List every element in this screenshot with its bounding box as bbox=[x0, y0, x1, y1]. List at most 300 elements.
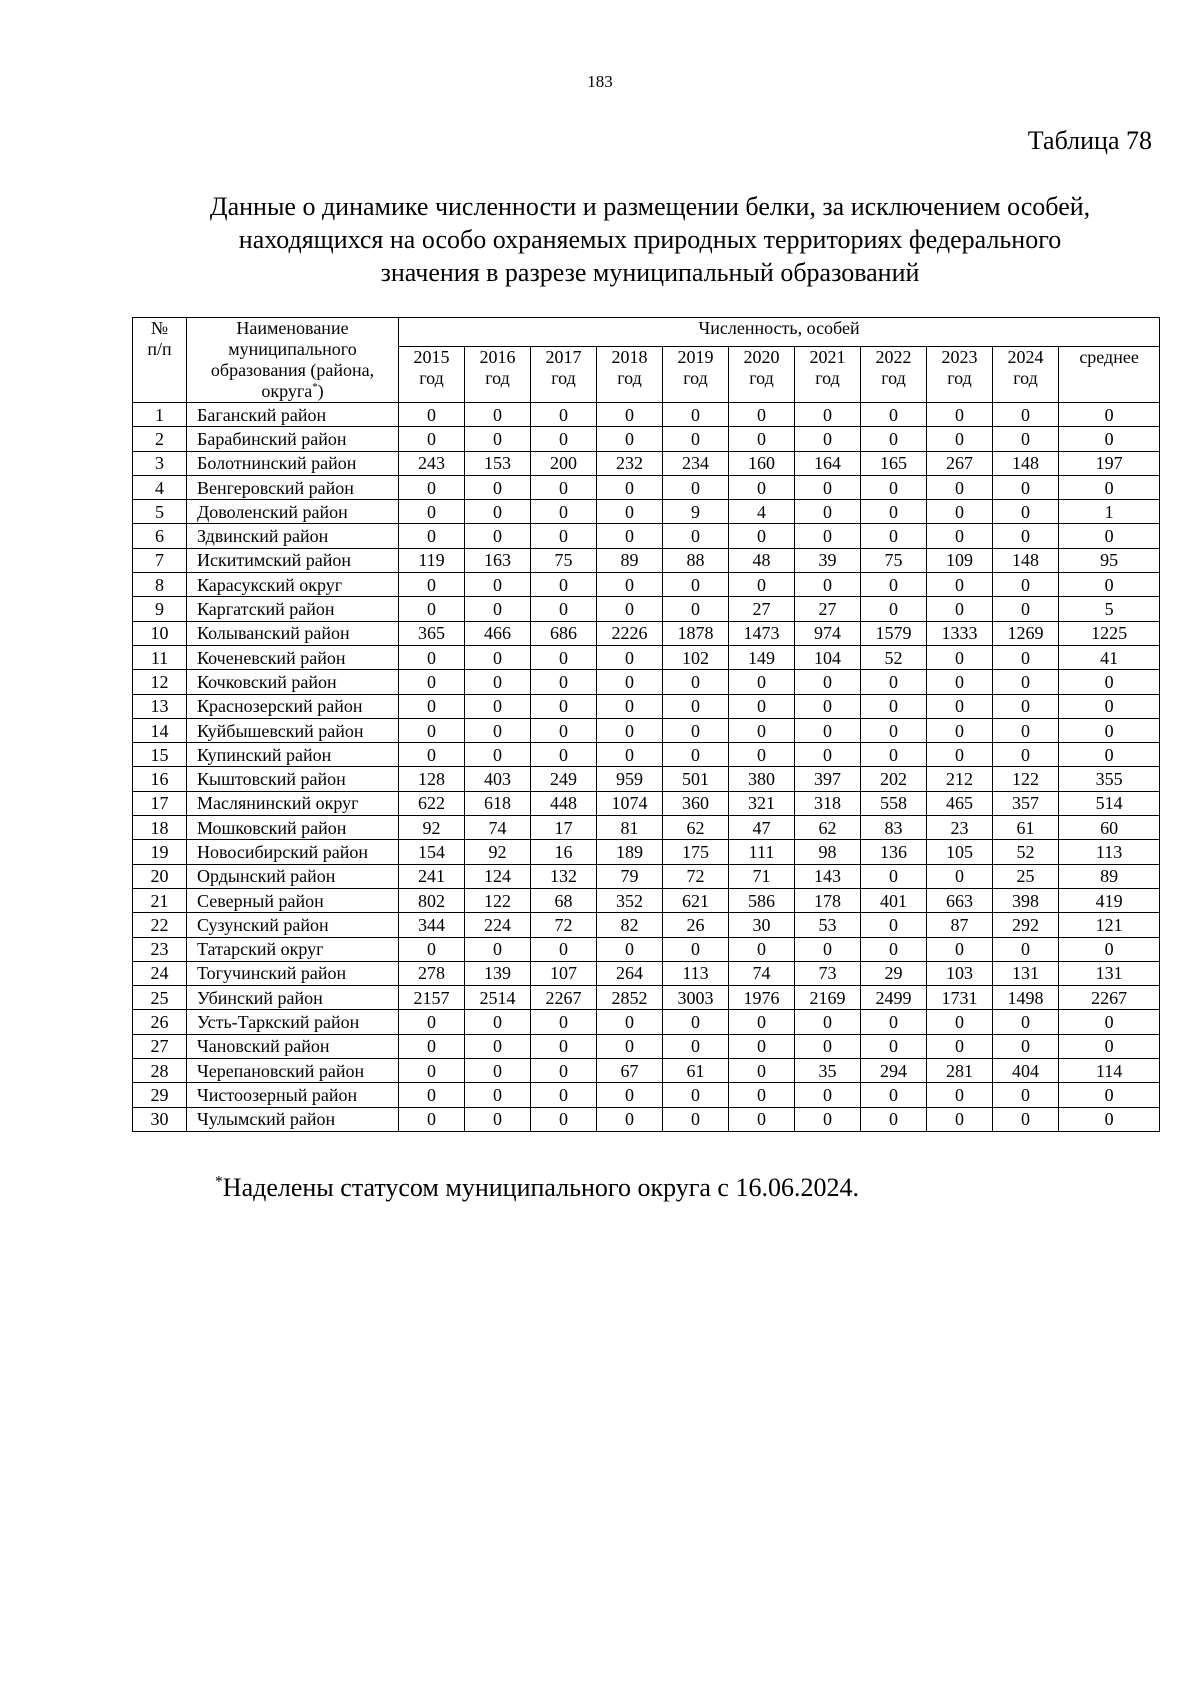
average-value: 197 bbox=[1059, 451, 1160, 475]
header-name: Наименование муниципального образования (района, округа*) bbox=[187, 318, 399, 403]
count-value: 111 bbox=[729, 840, 795, 864]
row-number: 27 bbox=[133, 1034, 187, 1058]
table-row bbox=[133, 986, 1160, 1010]
row-number: 16 bbox=[133, 767, 187, 791]
count-value: 148 bbox=[993, 548, 1059, 572]
count-value: 23 bbox=[927, 816, 993, 840]
count-value: 61 bbox=[663, 1059, 729, 1083]
count-value: 0 bbox=[795, 694, 861, 718]
count-value: 1333 bbox=[927, 621, 993, 645]
municipality-name: Краснозерский район bbox=[187, 694, 399, 718]
count-value: 72 bbox=[663, 864, 729, 888]
count-value: 82 bbox=[597, 913, 663, 937]
table-row bbox=[133, 427, 1160, 451]
count-value: 2267 bbox=[531, 986, 597, 1010]
document-title bbox=[100, 190, 1200, 289]
row-number: 21 bbox=[133, 888, 187, 912]
average-value: 41 bbox=[1059, 645, 1160, 669]
count-value: 0 bbox=[795, 937, 861, 961]
row-number: 8 bbox=[133, 573, 187, 597]
count-value: 67 bbox=[597, 1059, 663, 1083]
count-value: 243 bbox=[399, 451, 465, 475]
municipality-name: Куйбышевский район bbox=[187, 718, 399, 742]
count-value: 53 bbox=[795, 913, 861, 937]
count-value: 0 bbox=[597, 403, 663, 427]
table-row bbox=[133, 937, 1160, 961]
count-value: 0 bbox=[399, 1059, 465, 1083]
count-value: 357 bbox=[993, 791, 1059, 815]
count-value: 224 bbox=[465, 913, 531, 937]
count-value: 586 bbox=[729, 888, 795, 912]
row-number: 9 bbox=[133, 597, 187, 621]
count-value: 0 bbox=[795, 1083, 861, 1107]
count-value: 109 bbox=[927, 548, 993, 572]
count-value: 0 bbox=[861, 670, 927, 694]
count-value: 0 bbox=[861, 597, 927, 621]
row-number: 24 bbox=[133, 961, 187, 985]
count-value: 397 bbox=[795, 767, 861, 791]
count-value: 0 bbox=[531, 597, 597, 621]
count-value: 0 bbox=[597, 1034, 663, 1058]
average-value: 131 bbox=[1059, 961, 1160, 985]
municipality-name: Кочковский район bbox=[187, 670, 399, 694]
count-value: 0 bbox=[663, 427, 729, 451]
count-value: 0 bbox=[993, 670, 1059, 694]
count-value: 0 bbox=[861, 573, 927, 597]
count-value: 0 bbox=[465, 1083, 531, 1107]
count-value: 360 bbox=[663, 791, 729, 815]
count-value: 0 bbox=[597, 718, 663, 742]
count-value: 163 bbox=[465, 548, 531, 572]
count-value: 0 bbox=[927, 1083, 993, 1107]
count-value: 119 bbox=[399, 548, 465, 572]
count-value: 622 bbox=[399, 791, 465, 815]
municipality-name: Сузунский район bbox=[187, 913, 399, 937]
count-value: 2514 bbox=[465, 986, 531, 1010]
count-value: 0 bbox=[597, 1010, 663, 1034]
average-value: 419 bbox=[1059, 888, 1160, 912]
count-value: 0 bbox=[927, 937, 993, 961]
count-value: 0 bbox=[663, 524, 729, 548]
count-value: 974 bbox=[795, 621, 861, 645]
table-row bbox=[133, 451, 1160, 475]
table-row bbox=[133, 694, 1160, 718]
count-value: 0 bbox=[663, 597, 729, 621]
count-value: 39 bbox=[795, 548, 861, 572]
average-value: 0 bbox=[1059, 937, 1160, 961]
row-number: 4 bbox=[133, 475, 187, 499]
count-value: 404 bbox=[993, 1059, 1059, 1083]
table-row bbox=[133, 403, 1160, 427]
count-value: 0 bbox=[399, 694, 465, 718]
count-value: 0 bbox=[993, 475, 1059, 499]
count-value: 0 bbox=[663, 1010, 729, 1034]
row-number: 25 bbox=[133, 986, 187, 1010]
header-number: № п/п bbox=[133, 318, 187, 403]
count-value: 0 bbox=[597, 427, 663, 451]
count-value: 0 bbox=[861, 913, 927, 937]
count-value: 72 bbox=[531, 913, 597, 937]
average-value: 0 bbox=[1059, 718, 1160, 742]
count-value: 83 bbox=[861, 816, 927, 840]
count-value: 0 bbox=[729, 1107, 795, 1131]
count-value: 0 bbox=[531, 1107, 597, 1131]
count-value: 344 bbox=[399, 913, 465, 937]
municipality-name: Кыштовский район bbox=[187, 767, 399, 791]
municipality-name: Болотнинский район bbox=[187, 451, 399, 475]
count-value: 16 bbox=[531, 840, 597, 864]
count-value: 0 bbox=[993, 524, 1059, 548]
count-value: 0 bbox=[729, 1059, 795, 1083]
count-value: 87 bbox=[927, 913, 993, 937]
count-value: 202 bbox=[861, 767, 927, 791]
count-value: 149 bbox=[729, 645, 795, 669]
row-number: 5 bbox=[133, 500, 187, 524]
count-value: 365 bbox=[399, 621, 465, 645]
table-row bbox=[133, 1034, 1160, 1058]
count-value: 0 bbox=[465, 937, 531, 961]
table-row bbox=[133, 718, 1160, 742]
count-value: 0 bbox=[795, 1010, 861, 1034]
count-value: 154 bbox=[399, 840, 465, 864]
average-value: 113 bbox=[1059, 840, 1160, 864]
count-value: 621 bbox=[663, 888, 729, 912]
count-value: 27 bbox=[795, 597, 861, 621]
count-value: 0 bbox=[993, 573, 1059, 597]
count-value: 0 bbox=[465, 403, 531, 427]
count-value: 0 bbox=[729, 718, 795, 742]
average-value: 355 bbox=[1059, 767, 1160, 791]
count-value: 3003 bbox=[663, 986, 729, 1010]
count-value: 62 bbox=[795, 816, 861, 840]
count-value: 2499 bbox=[861, 986, 927, 1010]
count-value: 2169 bbox=[795, 986, 861, 1010]
municipality-name: Усть-Таркский район bbox=[187, 1010, 399, 1034]
average-value: 0 bbox=[1059, 743, 1160, 767]
count-value: 74 bbox=[729, 961, 795, 985]
count-value: 0 bbox=[993, 597, 1059, 621]
count-value: 30 bbox=[729, 913, 795, 937]
count-value: 278 bbox=[399, 961, 465, 985]
count-value: 0 bbox=[993, 937, 1059, 961]
count-value: 0 bbox=[861, 403, 927, 427]
count-value: 0 bbox=[597, 1107, 663, 1131]
count-value: 0 bbox=[399, 597, 465, 621]
row-number: 2 bbox=[133, 427, 187, 451]
table-row bbox=[133, 864, 1160, 888]
count-value: 0 bbox=[531, 427, 597, 451]
count-value: 0 bbox=[993, 1083, 1059, 1107]
average-value: 0 bbox=[1059, 1010, 1160, 1034]
municipality-name: Искитимский район bbox=[187, 548, 399, 572]
table-row bbox=[133, 791, 1160, 815]
count-value: 0 bbox=[663, 718, 729, 742]
count-value: 0 bbox=[465, 573, 531, 597]
count-value: 0 bbox=[465, 1010, 531, 1034]
count-value: 0 bbox=[927, 864, 993, 888]
count-value: 0 bbox=[729, 524, 795, 548]
average-value: 121 bbox=[1059, 913, 1160, 937]
count-value: 0 bbox=[465, 670, 531, 694]
municipality-name: Каргатский район bbox=[187, 597, 399, 621]
count-value: 0 bbox=[729, 694, 795, 718]
count-value: 321 bbox=[729, 791, 795, 815]
count-value: 0 bbox=[861, 500, 927, 524]
count-value: 1074 bbox=[597, 791, 663, 815]
count-value: 89 bbox=[597, 548, 663, 572]
count-value: 2852 bbox=[597, 986, 663, 1010]
table-row bbox=[133, 743, 1160, 767]
count-value: 1731 bbox=[927, 986, 993, 1010]
count-value: 0 bbox=[795, 573, 861, 597]
row-number: 30 bbox=[133, 1107, 187, 1131]
table-row bbox=[133, 816, 1160, 840]
count-value: 0 bbox=[861, 864, 927, 888]
count-value: 143 bbox=[795, 864, 861, 888]
count-value: 0 bbox=[729, 1034, 795, 1058]
municipality-name: Татарский округ bbox=[187, 937, 399, 961]
count-value: 0 bbox=[465, 475, 531, 499]
count-value: 148 bbox=[993, 451, 1059, 475]
count-value: 249 bbox=[531, 767, 597, 791]
municipality-name: Новосибирский район bbox=[187, 840, 399, 864]
count-value: 0 bbox=[927, 573, 993, 597]
count-value: 113 bbox=[663, 961, 729, 985]
count-value: 131 bbox=[993, 961, 1059, 985]
count-value: 128 bbox=[399, 767, 465, 791]
count-value: 0 bbox=[993, 1107, 1059, 1131]
count-value: 0 bbox=[597, 743, 663, 767]
count-value: 232 bbox=[597, 451, 663, 475]
count-value: 0 bbox=[465, 427, 531, 451]
count-value: 61 bbox=[993, 816, 1059, 840]
row-number: 22 bbox=[133, 913, 187, 937]
row-number: 29 bbox=[133, 1083, 187, 1107]
count-value: 0 bbox=[729, 743, 795, 767]
count-value: 0 bbox=[993, 1034, 1059, 1058]
count-value: 164 bbox=[795, 451, 861, 475]
row-number: 19 bbox=[133, 840, 187, 864]
municipality-name: Доволенский район bbox=[187, 500, 399, 524]
count-value: 398 bbox=[993, 888, 1059, 912]
municipality-name: Венгеровский район bbox=[187, 475, 399, 499]
population-table bbox=[132, 317, 1160, 1132]
municipality-name: Северный район bbox=[187, 888, 399, 912]
row-number: 11 bbox=[133, 645, 187, 669]
count-value: 0 bbox=[795, 743, 861, 767]
row-number: 18 bbox=[133, 816, 187, 840]
count-value: 0 bbox=[729, 670, 795, 694]
count-value: 448 bbox=[531, 791, 597, 815]
count-value: 0 bbox=[861, 1107, 927, 1131]
municipality-name: Убинский район bbox=[187, 986, 399, 1010]
table-row bbox=[133, 840, 1160, 864]
count-value: 104 bbox=[795, 645, 861, 669]
municipality-name: Чистоозерный район bbox=[187, 1083, 399, 1107]
average-value: 0 bbox=[1059, 524, 1160, 548]
count-value: 0 bbox=[993, 500, 1059, 524]
count-value: 122 bbox=[465, 888, 531, 912]
count-value: 62 bbox=[663, 816, 729, 840]
municipality-name: Колыванский район bbox=[187, 621, 399, 645]
count-value: 0 bbox=[663, 670, 729, 694]
count-value: 0 bbox=[927, 427, 993, 451]
count-value: 107 bbox=[531, 961, 597, 985]
count-value: 0 bbox=[531, 403, 597, 427]
average-value: 0 bbox=[1059, 427, 1160, 451]
count-value: 47 bbox=[729, 816, 795, 840]
count-value: 0 bbox=[399, 500, 465, 524]
table-row bbox=[133, 888, 1160, 912]
average-value: 0 bbox=[1059, 670, 1160, 694]
table-row bbox=[133, 1010, 1160, 1034]
count-value: 0 bbox=[531, 718, 597, 742]
row-number: 28 bbox=[133, 1059, 187, 1083]
row-number: 6 bbox=[133, 524, 187, 548]
count-value: 175 bbox=[663, 840, 729, 864]
count-value: 75 bbox=[861, 548, 927, 572]
count-value: 0 bbox=[399, 645, 465, 669]
average-value: 0 bbox=[1059, 573, 1160, 597]
count-value: 0 bbox=[927, 694, 993, 718]
count-value: 0 bbox=[927, 743, 993, 767]
count-value: 0 bbox=[399, 475, 465, 499]
count-value: 0 bbox=[597, 670, 663, 694]
title-line: находящихся на особо охраняемых природных территориях федерального bbox=[238, 225, 1062, 254]
row-number: 3 bbox=[133, 451, 187, 475]
count-value: 153 bbox=[465, 451, 531, 475]
count-value: 98 bbox=[795, 840, 861, 864]
count-value: 0 bbox=[399, 1010, 465, 1034]
average-value: 1225 bbox=[1059, 621, 1160, 645]
count-value: 0 bbox=[465, 694, 531, 718]
count-value: 501 bbox=[663, 767, 729, 791]
row-number: 20 bbox=[133, 864, 187, 888]
count-value: 380 bbox=[729, 767, 795, 791]
count-value: 71 bbox=[729, 864, 795, 888]
count-value: 0 bbox=[663, 475, 729, 499]
count-value: 292 bbox=[993, 913, 1059, 937]
table-row bbox=[133, 1059, 1160, 1083]
count-value: 0 bbox=[597, 500, 663, 524]
header-year: 2024 год bbox=[993, 346, 1059, 402]
count-value: 0 bbox=[927, 670, 993, 694]
header-year: 2021 год bbox=[795, 346, 861, 402]
table-row bbox=[133, 913, 1160, 937]
count-value: 0 bbox=[927, 403, 993, 427]
count-value: 403 bbox=[465, 767, 531, 791]
count-value: 52 bbox=[861, 645, 927, 669]
count-value: 0 bbox=[597, 645, 663, 669]
table-row bbox=[133, 475, 1160, 499]
count-value: 0 bbox=[927, 718, 993, 742]
count-value: 294 bbox=[861, 1059, 927, 1083]
municipality-name: Черепановский район bbox=[187, 1059, 399, 1083]
count-value: 264 bbox=[597, 961, 663, 985]
count-value: 0 bbox=[531, 475, 597, 499]
count-value: 0 bbox=[795, 500, 861, 524]
count-value: 25 bbox=[993, 864, 1059, 888]
count-value: 0 bbox=[465, 524, 531, 548]
count-value: 0 bbox=[399, 573, 465, 597]
count-value: 0 bbox=[861, 694, 927, 718]
count-value: 686 bbox=[531, 621, 597, 645]
table-row bbox=[133, 1083, 1160, 1107]
count-value: 27 bbox=[729, 597, 795, 621]
average-value: 95 bbox=[1059, 548, 1160, 572]
count-value: 0 bbox=[531, 1059, 597, 1083]
count-value: 0 bbox=[531, 1034, 597, 1058]
count-value: 0 bbox=[597, 475, 663, 499]
count-value: 466 bbox=[465, 621, 531, 645]
count-value: 9 bbox=[663, 500, 729, 524]
count-value: 0 bbox=[729, 1083, 795, 1107]
count-value: 88 bbox=[663, 548, 729, 572]
count-value: 102 bbox=[663, 645, 729, 669]
count-value: 212 bbox=[927, 767, 993, 791]
count-value: 75 bbox=[531, 548, 597, 572]
row-number: 26 bbox=[133, 1010, 187, 1034]
average-value: 5 bbox=[1059, 597, 1160, 621]
table-row bbox=[133, 597, 1160, 621]
count-value: 178 bbox=[795, 888, 861, 912]
average-value: 0 bbox=[1059, 475, 1160, 499]
count-value: 0 bbox=[399, 743, 465, 767]
title-line: Данные о динамике численности и размещении белки, за исключением особей, bbox=[209, 192, 1091, 221]
count-value: 0 bbox=[663, 743, 729, 767]
count-value: 1473 bbox=[729, 621, 795, 645]
title-line: значения в разрезе муниципальный образований bbox=[380, 258, 920, 287]
municipality-name: Тогучинский район bbox=[187, 961, 399, 985]
count-value: 0 bbox=[531, 500, 597, 524]
count-value: 52 bbox=[993, 840, 1059, 864]
count-value: 0 bbox=[993, 718, 1059, 742]
count-value: 0 bbox=[993, 743, 1059, 767]
count-value: 0 bbox=[531, 743, 597, 767]
average-value: 0 bbox=[1059, 403, 1160, 427]
count-value: 0 bbox=[795, 1107, 861, 1131]
count-value: 1878 bbox=[663, 621, 729, 645]
count-value: 0 bbox=[597, 597, 663, 621]
count-value: 0 bbox=[531, 670, 597, 694]
count-value: 318 bbox=[795, 791, 861, 815]
count-value: 35 bbox=[795, 1059, 861, 1083]
count-value: 0 bbox=[531, 573, 597, 597]
header-year: 2023 год bbox=[927, 346, 993, 402]
count-value: 0 bbox=[861, 743, 927, 767]
count-value: 0 bbox=[663, 573, 729, 597]
table-row bbox=[133, 500, 1160, 524]
count-value: 29 bbox=[861, 961, 927, 985]
count-value: 1498 bbox=[993, 986, 1059, 1010]
header-year: 2016 год bbox=[465, 346, 531, 402]
table-row bbox=[133, 767, 1160, 791]
count-value: 0 bbox=[663, 694, 729, 718]
table-label: Таблица 78 bbox=[1027, 126, 1152, 155]
table-header bbox=[133, 318, 1160, 403]
count-value: 124 bbox=[465, 864, 531, 888]
count-value: 0 bbox=[927, 475, 993, 499]
count-value: 352 bbox=[597, 888, 663, 912]
table-row bbox=[133, 621, 1160, 645]
count-value: 0 bbox=[531, 1010, 597, 1034]
count-value: 68 bbox=[531, 888, 597, 912]
count-value: 0 bbox=[993, 403, 1059, 427]
count-value: 26 bbox=[663, 913, 729, 937]
municipality-name: Ордынский район bbox=[187, 864, 399, 888]
municipality-name: Барабинский район bbox=[187, 427, 399, 451]
average-value: 89 bbox=[1059, 864, 1160, 888]
